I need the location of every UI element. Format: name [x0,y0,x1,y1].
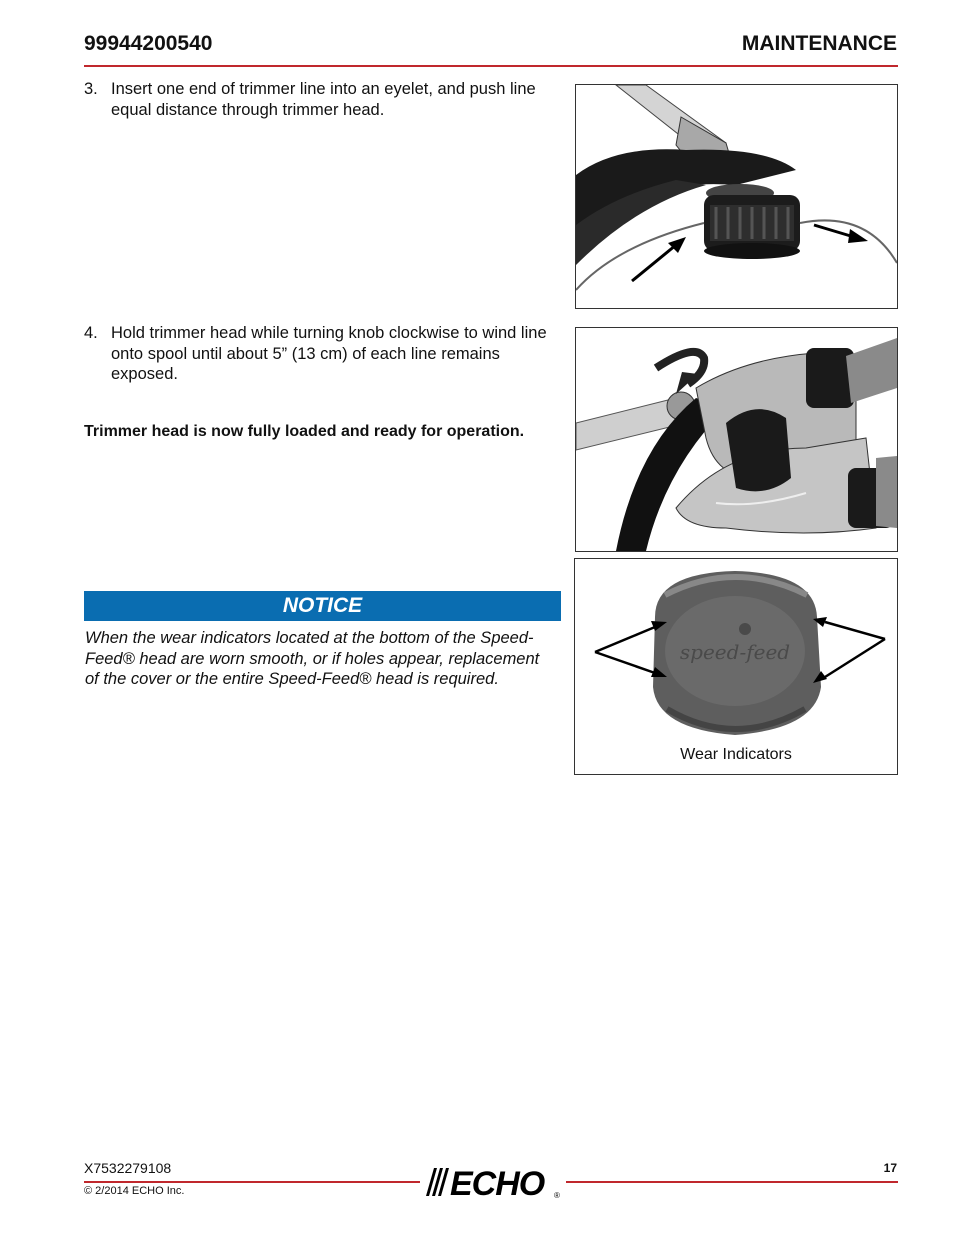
step-text: Hold trimmer head while turning knob clockwise to wind line onto spool until about 5” (13 cm) of each line remains exposed. [111,324,547,383]
registered-mark: ® [554,1191,560,1200]
figure-wear-indicators [574,558,898,775]
step-4 [84,323,564,388]
figure-winding-knob [575,327,898,552]
notice-text: When the wear indicators located at the bottom of the Speed-Feed® head are worn smooth, or if holes appear, replacement of the cover or the entire Speed-Feed® head is required. [85,629,540,688]
notice-banner [84,591,561,621]
step-number: 4. [84,324,98,342]
step-number: 3. [84,80,98,98]
speed-feed-logo: speed-feed [679,640,791,664]
footer-rule-right [566,1181,898,1183]
winding-knob-photo [576,328,897,551]
speed-feed-head-photo [575,559,897,744]
echo-logo [420,1166,566,1202]
step-3 [84,79,564,124]
step-text: Insert one end of trimmer line into an eyelet, and push line equal distance through trimmer head. [111,80,536,119]
header-rule [84,65,898,67]
wear-indicators-caption: Wear Indicators [680,746,792,763]
echo-logo-text: ECHO [450,1166,545,1202]
notice-title: NOTICE [282,594,363,617]
loaded-note: Trimmer head is now fully loaded and ready for operation. [84,423,525,440]
trimmer-line-photo [576,85,897,308]
copyright: © 2/2014 ECHO Inc. [84,1185,185,1197]
figure-trimmer-line [575,84,898,309]
footer-rule-left [84,1181,420,1183]
doc-number: 99944200540 [84,32,213,55]
section-title: MAINTENANCE [741,32,897,55]
part-number: X7532279108 [84,1160,172,1176]
page-number: 17 [883,1161,897,1175]
